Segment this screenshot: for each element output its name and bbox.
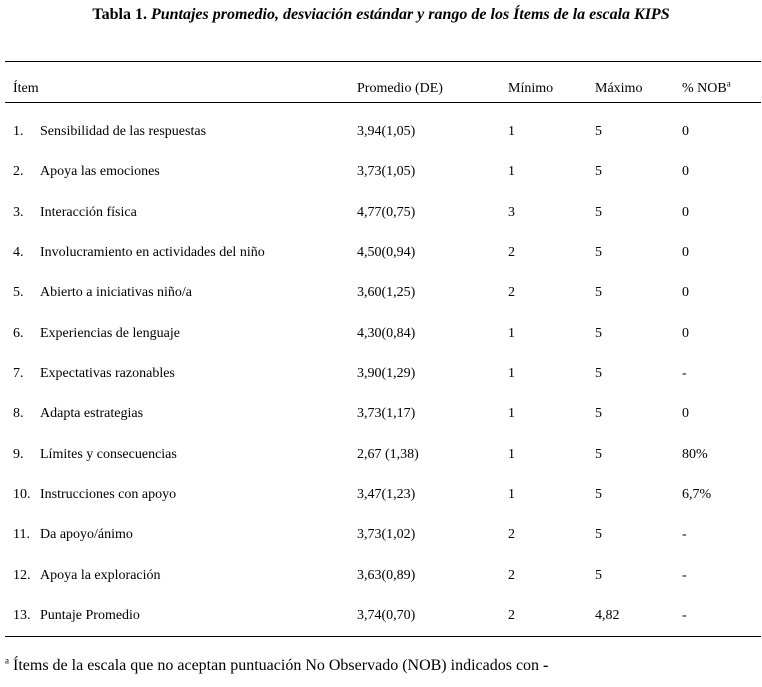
row-number: 4. [13, 245, 24, 260]
row-minimo: 1 [508, 164, 515, 179]
row-nob: - [682, 366, 687, 381]
row-promedio: 3,73(1,05) [357, 164, 416, 179]
row-number: 8. [13, 406, 24, 421]
row-number: 10. [13, 487, 31, 502]
header-nob-label: % NOB [682, 81, 727, 96]
row-number: 2. [13, 164, 24, 179]
row-item-name: Apoya la exploración [40, 568, 161, 583]
row-item-name: Da apoyo/ánimo [40, 527, 133, 542]
row-promedio: 3,90(1,29) [357, 366, 416, 381]
row-number: 1. [13, 124, 24, 139]
row-maximo: 5 [595, 285, 602, 300]
header-promedio: Promedio (DE) [357, 81, 443, 96]
row-promedio: 3,60(1,25) [357, 285, 416, 300]
row-nob: - [682, 527, 687, 542]
row-number: 7. [13, 366, 24, 381]
caption-title: Puntajes promedio, desviación estándar y rango de los Ítems de la escala KIPS [150, 6, 670, 23]
header-nob-superscript: a [726, 78, 731, 89]
row-item-name: Abierto a iniciativas niño/a [40, 285, 193, 300]
row-promedio: 3,73(1,02) [357, 527, 416, 542]
row-maximo: 5 [595, 366, 602, 381]
header-maximo: Máximo [595, 81, 643, 96]
table-bottom-rule [5, 636, 761, 637]
row-maximo: 5 [595, 326, 602, 341]
table-top-rule [5, 61, 761, 62]
row-item-name: Experiencias de lenguaje [40, 326, 180, 341]
row-promedio: 3,73(1,17) [357, 406, 416, 421]
header-minimo: Mínimo [508, 81, 554, 96]
row-promedio: 2,67 (1,38) [357, 447, 419, 462]
row-promedio: 3,94(1,05) [357, 124, 416, 139]
footnote-mark: - [543, 657, 549, 674]
row-number: 5. [13, 285, 24, 300]
row-maximo: 5 [595, 568, 602, 583]
caption-label: Tabla 1. [92, 6, 147, 23]
row-minimo: 1 [508, 326, 515, 341]
row-minimo: 1 [508, 124, 515, 139]
header-nob [682, 78, 731, 97]
row-item-name: Apoya las emociones [40, 164, 160, 179]
row-item-name: Involucramiento en actividades del niño [40, 245, 265, 260]
footnote-superscript: a [5, 655, 9, 666]
row-minimo: 2 [508, 568, 515, 583]
row-nob: 0 [682, 245, 689, 260]
row-minimo: 2 [508, 245, 515, 260]
footnote [5, 657, 548, 675]
row-nob: 0 [682, 326, 689, 341]
header-item: Ítem [13, 81, 39, 96]
row-maximo: 5 [595, 406, 602, 421]
row-maximo: 4,82 [595, 608, 620, 623]
row-item-name: Adapta estrategias [40, 406, 144, 421]
row-item-name: Puntaje Promedio [40, 608, 140, 623]
footnote-text: Ítems de la escala que no aceptan puntuación No Observado (NOB) indicados con [9, 657, 544, 674]
row-minimo: 2 [508, 285, 515, 300]
row-number: 12. [13, 568, 31, 583]
row-number: 3. [13, 205, 24, 220]
row-maximo: 5 [595, 245, 602, 260]
row-item-name: Límites y consecuencias [40, 447, 177, 462]
row-nob: 0 [682, 124, 689, 139]
row-number: 11. [13, 527, 30, 542]
row-minimo: 3 [508, 205, 515, 220]
row-minimo: 1 [508, 366, 515, 381]
row-minimo: 1 [508, 487, 515, 502]
row-number: 6. [13, 326, 24, 341]
row-promedio: 4,77(0,75) [357, 205, 416, 220]
row-maximo: 5 [595, 164, 602, 179]
row-item-name: Instrucciones con apoyo [40, 487, 177, 502]
row-nob: 6,7% [682, 487, 712, 502]
row-nob: 0 [682, 406, 689, 421]
row-maximo: 5 [595, 487, 602, 502]
row-promedio: 4,30(0,84) [357, 326, 416, 341]
row-nob: 0 [682, 164, 689, 179]
table-caption [0, 6, 762, 24]
row-number: 9. [13, 447, 24, 462]
row-maximo: 5 [595, 124, 602, 139]
row-promedio: 3,47(1,23) [357, 487, 416, 502]
row-item-name: Expectativas razonables [40, 366, 175, 381]
table-header-rule [5, 102, 761, 103]
row-item-name: Interacción física [40, 205, 137, 220]
row-nob: - [682, 608, 687, 623]
row-item-name: Sensibilidad de las respuestas [40, 124, 207, 139]
row-promedio: 4,50(0,94) [357, 245, 416, 260]
row-nob: 0 [682, 205, 689, 220]
row-maximo: 5 [595, 205, 602, 220]
row-promedio: 3,74(0,70) [357, 608, 416, 623]
row-number: 13. [13, 608, 31, 623]
row-minimo: 1 [508, 406, 515, 421]
row-minimo: 1 [508, 447, 515, 462]
row-maximo: 5 [595, 447, 602, 462]
row-maximo: 5 [595, 527, 602, 542]
row-nob: 80% [682, 447, 708, 462]
row-minimo: 2 [508, 527, 515, 542]
row-minimo: 2 [508, 608, 515, 623]
row-nob: - [682, 568, 687, 583]
row-nob: 0 [682, 285, 689, 300]
row-promedio: 3,63(0,89) [357, 568, 416, 583]
